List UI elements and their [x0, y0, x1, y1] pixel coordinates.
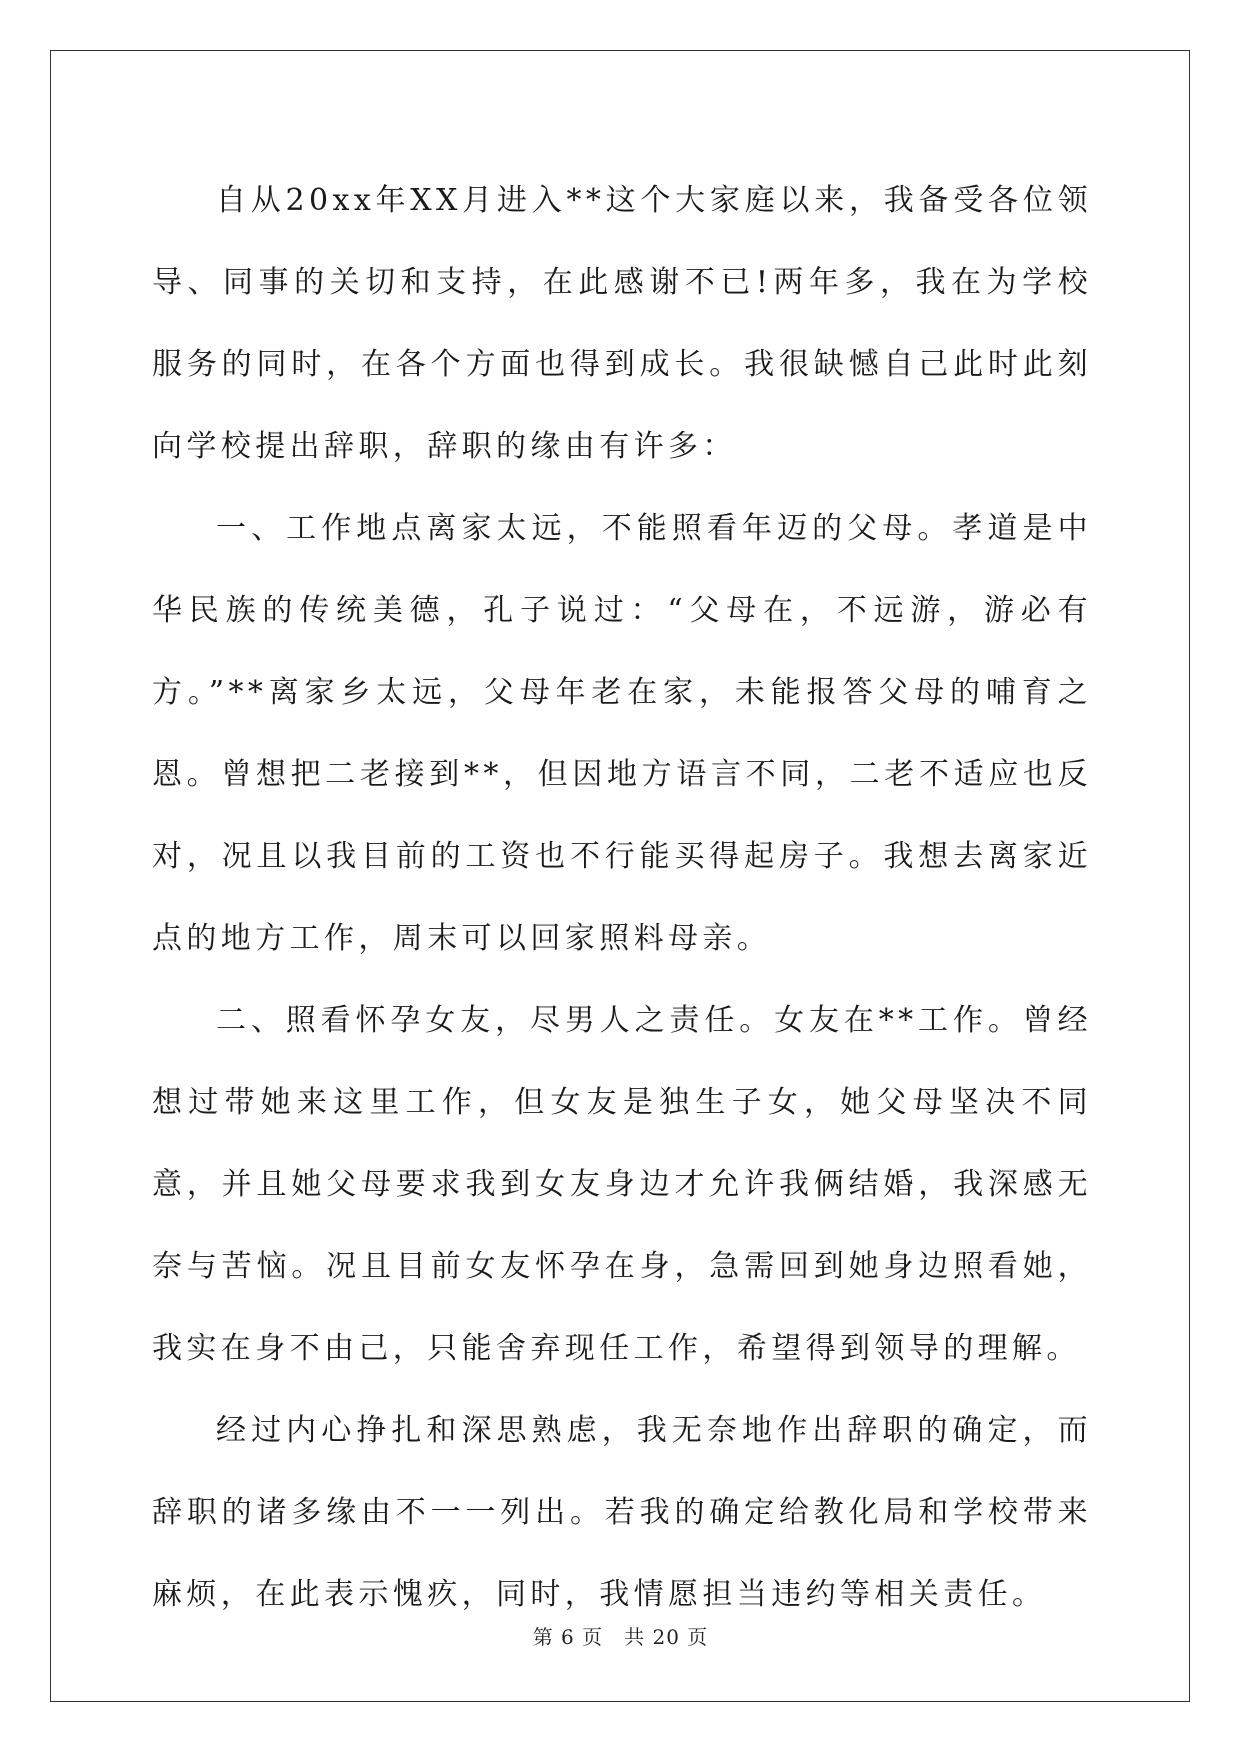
paragraph-2: 一、工作地点离家太远，不能照看年迈的父母。孝道是中华民族的传统美德，孔子说过：“父母在，不远游，游必有方。”**离家乡太远，父母年老在家，未能报答父母的哺育之恩。曾想把二老接到**，但因地方语言不同，二老不适应也反对，况且以我目前的工资也不行能买得起房子。我想去离家近点的地方工作，周末可以回家照料母亲。: [152, 511, 1092, 956]
paragraph-4: 经过内心挣扎和深思熟虑，我无奈地作出辞职的确定，而辞职的诸多缘由不一一列出。若我的确定给教化局和学校带来麻烦，在此表示愧疚，同时，我情愿担当违约等相关责任。: [152, 1413, 1092, 1612]
page-number: 第 6 页 共 20 页: [532, 1625, 709, 1649]
paragraph-1: 自从20xx年XX月进入**这个大家庭以来，我备受各位领导、同事的关切和支持，在此感谢不已!两年多，我在为学校服务的同时，在各个方面也得到成长。我很缺憾自己此时此刻向学校提出辞职，辞职的缘由有许多：: [152, 183, 1092, 464]
paragraph-3: 二、照看怀孕女友，尽男人之责任。女友在**工作。曾经想过带她来这里工作，但女友是独生子女，她父母坚决不同意，并且她父母要求我到女友身边才允许我俩结婚，我深感无奈与苦恼。况且目前女友怀孕在身，急需回到她身边照看她，我实在身不由己，只能舍弃现任工作，希望得到领导的理解。: [152, 1003, 1092, 1366]
document-body: [152, 160, 1092, 1636]
